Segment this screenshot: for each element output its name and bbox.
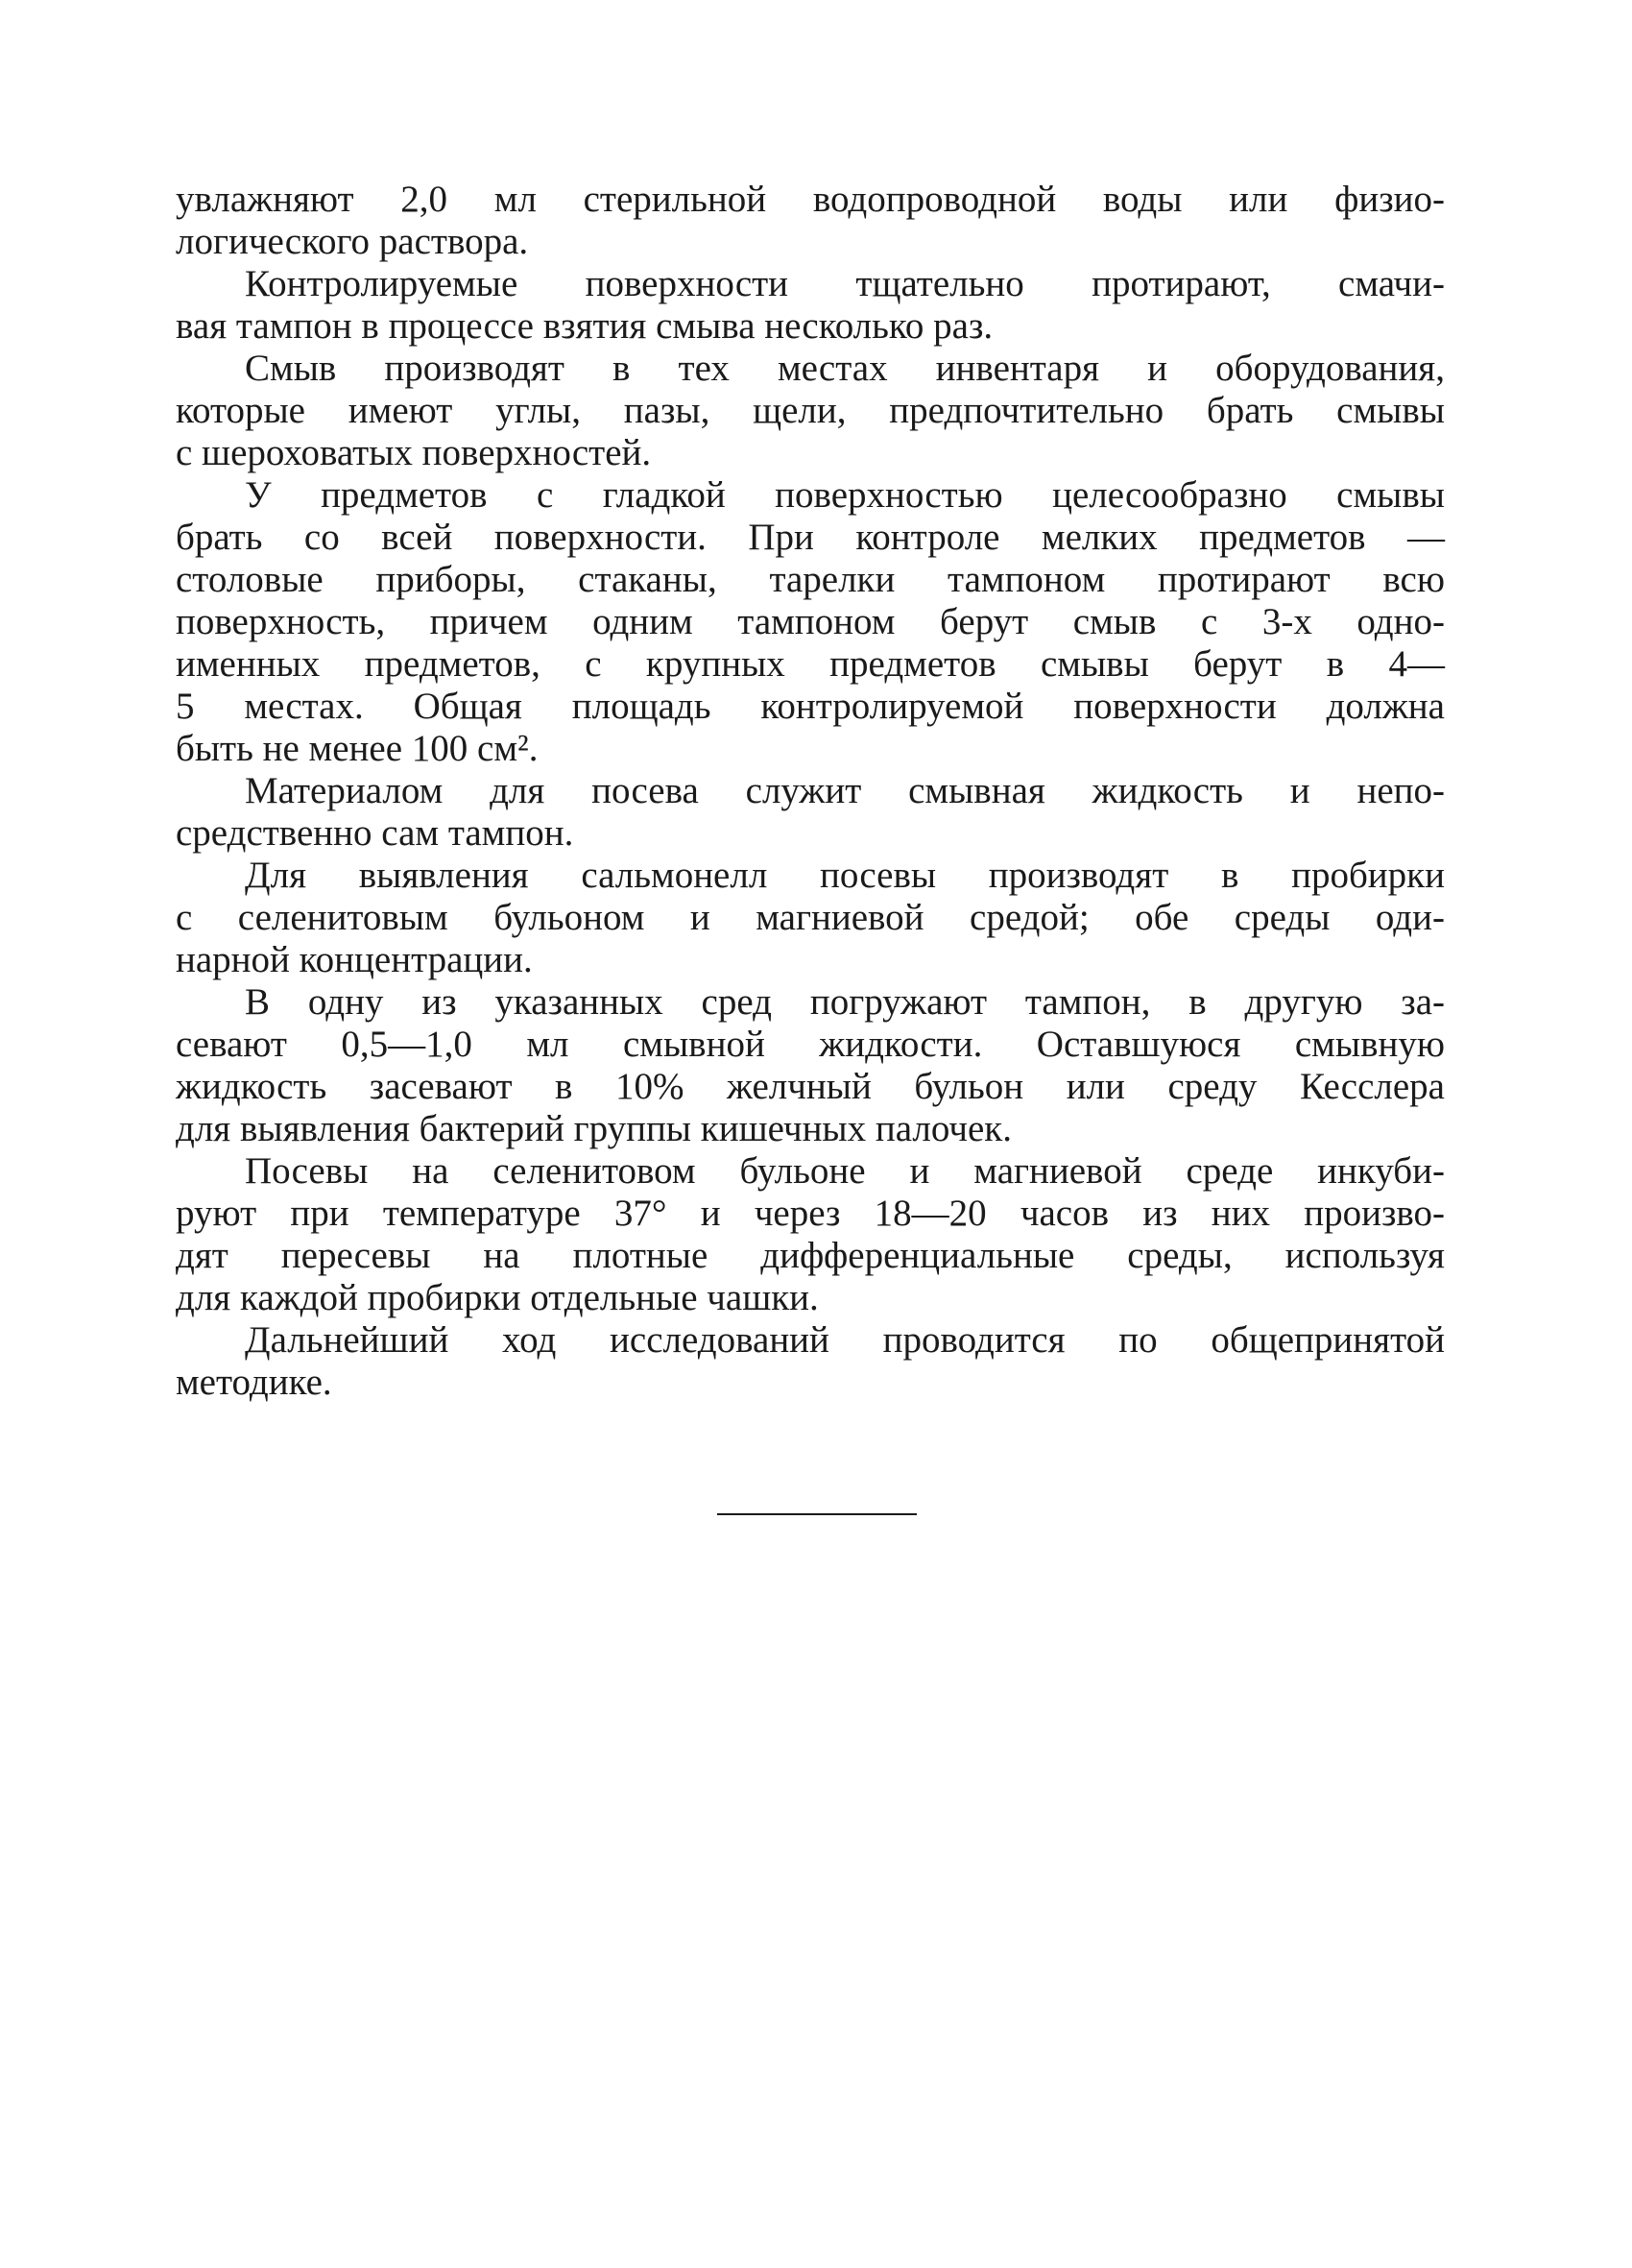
text-line: Для выявления сальмонелл посевы производят в пробирки bbox=[245, 855, 1445, 896]
text-line: столовые приборы, стаканы, тарелки тампоном протирают всю bbox=[176, 559, 1445, 600]
text-line: жидкость засевают в 10% желчный бульон или среду Кесслера bbox=[176, 1066, 1445, 1107]
text-line: логического раствора. bbox=[176, 221, 529, 262]
text-line: В одну из указанных сред погружают тампон, в другую за- bbox=[245, 981, 1445, 1023]
text-line: которые имеют углы, пазы, щели, предпочтительно брать смывы bbox=[176, 390, 1445, 431]
text-line: нарной концентрации. bbox=[176, 939, 533, 980]
text-line: Посевы на селенитовом бульоне и магниевой среде инкуби- bbox=[245, 1150, 1445, 1192]
text-line: руют при температуре 37° и через 18—20 часов из них произво- bbox=[176, 1193, 1445, 1234]
end-separator-rule bbox=[717, 1513, 917, 1515]
paragraph-8 bbox=[176, 1150, 1445, 1319]
paragraph-1 bbox=[176, 179, 1445, 263]
body-text bbox=[176, 179, 1445, 1404]
paragraph-2 bbox=[176, 263, 1445, 348]
text-line: брать со всей поверхности. При контроле мелких предметов — bbox=[176, 517, 1445, 558]
text-line: Материалом для посева служит смывная жидкость и непо- bbox=[245, 770, 1445, 811]
text-line: быть не менее 100 см². bbox=[176, 728, 539, 769]
text-line: с шероховатых поверхностей. bbox=[176, 432, 652, 473]
paragraph-6 bbox=[176, 855, 1445, 981]
text-line: с селенитовым бульоном и магниевой средой; обе среды оди- bbox=[176, 897, 1445, 938]
text-line: 5 местах. Общая площадь контролируемой поверхности должна bbox=[176, 686, 1445, 727]
text-line: У предметов с гладкой поверхностью целесообразно смывы bbox=[245, 474, 1445, 516]
text-line: для каждой пробирки отдельные чашки. bbox=[176, 1277, 819, 1318]
text-line: дят пересевы на плотные дифференциальные среды, используя bbox=[176, 1235, 1445, 1276]
text-line: Дальнейший ход исследований проводится по общепринятой bbox=[245, 1319, 1445, 1361]
paragraph-4 bbox=[176, 474, 1445, 770]
text-line: вая тампон в процессе взятия смыва несколько раз. bbox=[176, 305, 994, 347]
text-line: для выявления бактерий группы кишечных палочек. bbox=[176, 1108, 1012, 1149]
text-line: поверхность, причем одним тампоном берут смыв с 3-х одно- bbox=[176, 601, 1445, 642]
text-line: севают 0,5—1,0 мл смывной жидкости. Оставшуюся смывную bbox=[176, 1024, 1445, 1065]
text-line: именных предметов, с крупных предметов смывы берут в 4— bbox=[176, 643, 1445, 685]
text-line: Контролируемые поверхности тщательно протирают, смачи- bbox=[245, 263, 1445, 304]
paragraph-7 bbox=[176, 981, 1445, 1150]
paragraph-9 bbox=[176, 1319, 1445, 1404]
text-line: Смыв производят в тех местах инвентаря и оборудования, bbox=[245, 348, 1445, 389]
text-line: методике. bbox=[176, 1362, 332, 1403]
text-line: средственно сам тампон. bbox=[176, 812, 574, 854]
paragraph-3 bbox=[176, 348, 1445, 474]
text-line: увлажняют 2,0 мл стерильной водопроводной воды или физио- bbox=[176, 179, 1445, 220]
paragraph-5 bbox=[176, 770, 1445, 855]
